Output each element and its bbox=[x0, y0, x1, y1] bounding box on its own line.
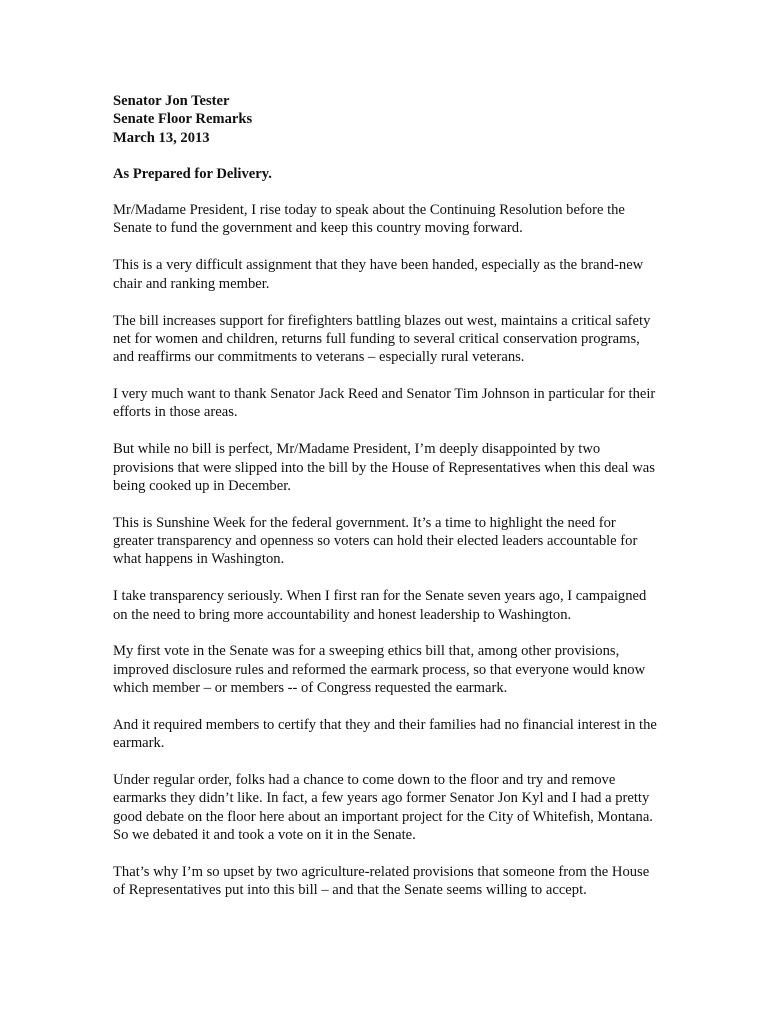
paragraph: I take transparency seriously. When I first ran for the Senate seven years ago, I campaigned on the need to bring more accountability and honest leadership to Washington. bbox=[113, 588, 647, 623]
paragraph: My first vote in the Senate was for a sweeping ethics bill that, among other provisions, improved disclosure rules and reformed the earmark process, so that everyone would know which member – or members -- of Congress requested the earmark. bbox=[113, 643, 646, 696]
paragraph: But while no bill is perfect, Mr/Madame President, I’m deeply disappointed by two provisions that were slipped into the bill by the House of Representatives when this deal was being cooked up in December. bbox=[113, 441, 655, 494]
document-header bbox=[113, 92, 658, 147]
paragraph: Mr/Madame President, I rise today to speak about the Continuing Resolution before the Senate to fund the government and keep this country moving forward. bbox=[113, 202, 625, 237]
event-date: March 13, 2013 bbox=[113, 129, 210, 146]
paragraph: The bill increases support for firefighters battling blazes out west, maintains a critical safety net for women and children, returns full funding to several critical conservation programs, and reaffirms our commitments to veterans – especially rural veterans. bbox=[113, 312, 651, 366]
paragraph: Under regular order, folks had a chance to come down to the floor and try and remove earmarks they didn’t like. In fact, a few years ago former Senator Jon Kyl and I had a pretty good debate on the floor here about an important project for the City of Whitefish, Montana. So we debated it and took a vote on it in the Senate. bbox=[113, 772, 653, 843]
paragraph: And it required members to certify that they and their families had no financial interest in the earmark. bbox=[113, 716, 657, 752]
paragraph: I very much want to thank Senator Jack Reed and Senator Tim Johnson in particular for their efforts in those areas. bbox=[113, 386, 656, 421]
document-page bbox=[113, 92, 658, 918]
paragraph: This is a very difficult assignment that they have been handed, especially as the brand-new chair and ranking member. bbox=[113, 257, 644, 292]
speech-body bbox=[113, 201, 658, 899]
paragraph: This is Sunshine Week for the federal government. It’s a time to highlight the need for greater transparency and openness so voters can hold their elected leaders accountable for what happens in Washington. bbox=[113, 514, 638, 568]
delivery-note: As Prepared for Delivery. bbox=[113, 165, 272, 182]
paragraph: That’s why I’m so upset by two agriculture-related provisions that someone from the House of Representatives put into this bill – and that the Senate seems willing to accept. bbox=[113, 863, 650, 899]
event-title: Senate Floor Remarks bbox=[113, 111, 253, 128]
speaker-name: Senator Jon Tester bbox=[113, 93, 230, 109]
